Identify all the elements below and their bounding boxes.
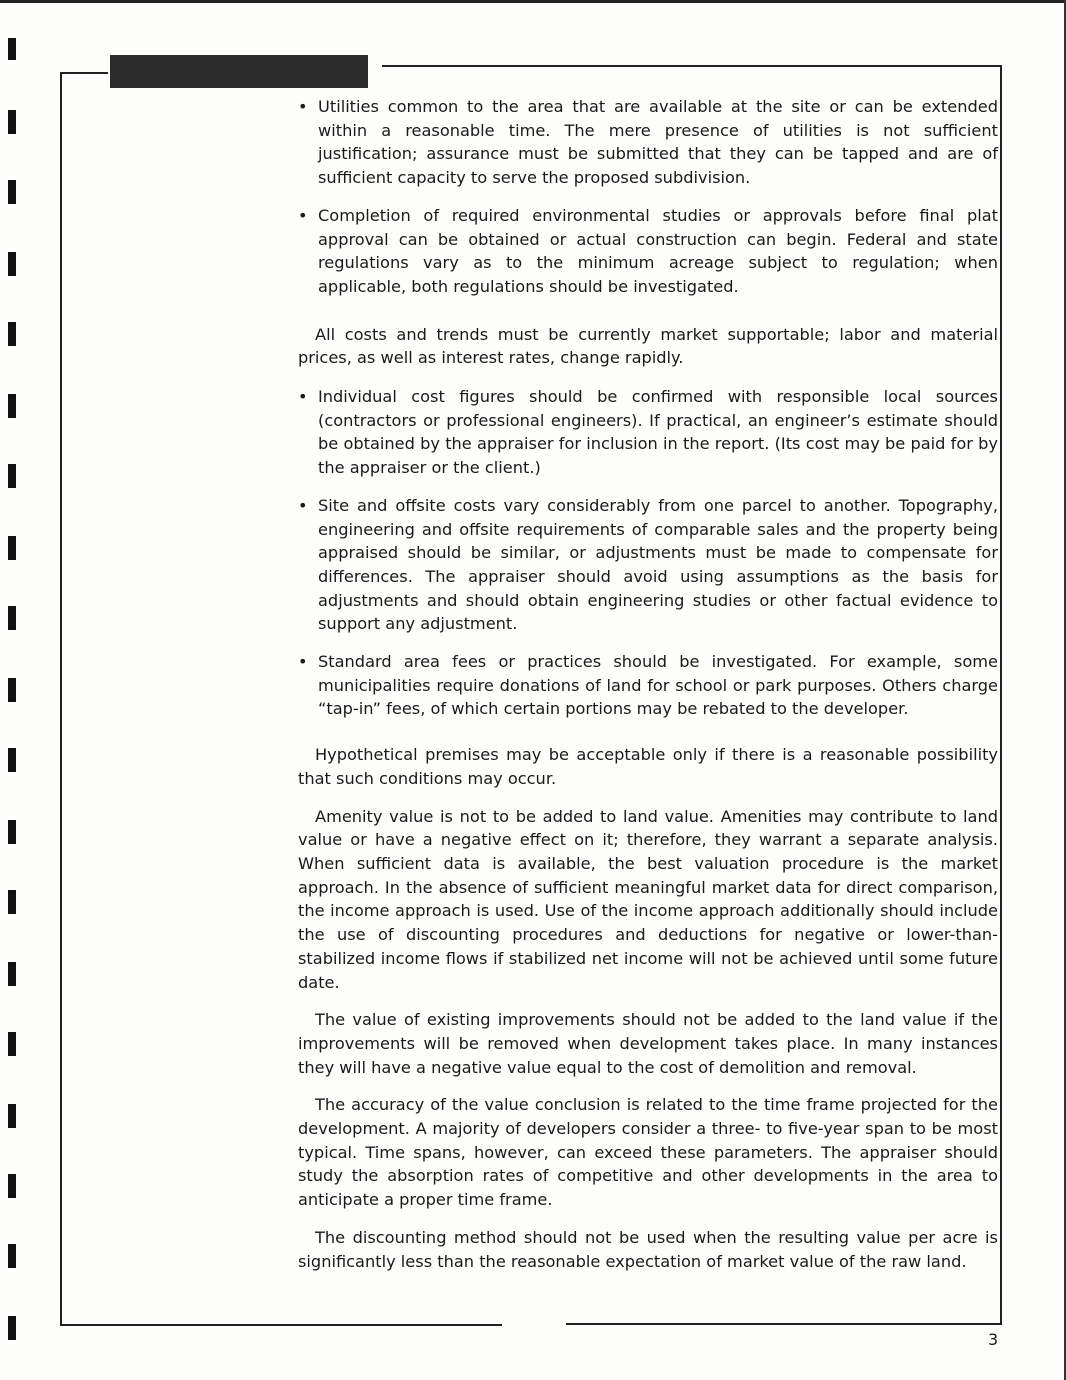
- paragraph-amenity-value: Amenity value is not to be added to land value. Amenities may contribute to land value or have a negative effect on it; therefore, they warrant a separate analysis. When sufficient data is available, the best valuation procedure is the market approach. In the absence of sufficient meaningful market data for direct comparison, the income approach is used. Use of the income approach additionally should include the use of discounting procedures and deductions for negative or lower-than-stabilized income flows if stabilized net income will not be achieved until some future date.: [298, 806, 998, 992]
- page-number: 3: [988, 1330, 999, 1349]
- binding-mark: [8, 536, 16, 560]
- frame-top-left-rule: [60, 72, 108, 74]
- bullet-cost-figures: • Individual cost figures should be confirmed with responsible local sources (contractors or professional engineers). If practical, an engineer’s estimate should be obtained by the appraiser for inclusion in the report. (Its cost may be paid for by the appraiser or the client.): [298, 385, 998, 480]
- binding-mark: [8, 180, 16, 204]
- binding-mark: [8, 322, 16, 346]
- binding-mark: [8, 110, 16, 134]
- paragraph-costs: All costs and trends must be currently market supportable; labor and material prices, as well as interest rates, change rapidly.: [298, 324, 998, 368]
- page-body: [298, 95, 998, 1273]
- frame-bottom-right-rule: [566, 1323, 1002, 1325]
- header-bar: [110, 55, 368, 88]
- binding-mark: [8, 1174, 16, 1198]
- frame-right-rule: [1000, 65, 1002, 1325]
- binding-mark: [8, 1316, 16, 1340]
- paragraph-time-frame: The accuracy of the value conclusion is related to the time frame projected for the development. A majority of developers consider a three- to five-year span to be most typical. Time spans, however, can exceed these parameters. The appraiser should study the absorption rates of competitive and other developments in the area to anticipate a proper time frame.: [298, 1095, 998, 1210]
- frame-top-right-rule: [382, 65, 1002, 67]
- binding-mark: [8, 606, 16, 630]
- bullet-site-offsite-costs: • Site and offsite costs vary considerably from one parcel to another. Topography, engineering and offsite requirements of comparable sales and the property being appraised should be similar, or adjustments must be made to compensate for differences. The appraiser should avoid using assumptions as the basis for adjustments and should obtain engineering studies or other factual evidence to support any adjustment.: [298, 494, 998, 636]
- frame-left-rule: [60, 72, 62, 1326]
- binding-mark: [8, 394, 16, 418]
- binding-mark: [8, 820, 16, 844]
- paragraph-hypothetical-premises: Hypothetical premises may be acceptable only if there is a reasonable possibility that such conditions may occur.: [298, 745, 998, 788]
- paragraph-discounting-method: The discounting method should not be used when the resulting value per acre is significantly less than the reasonable expectation of market value of the raw land.: [298, 1227, 998, 1271]
- binding-mark: [8, 1032, 16, 1056]
- binding-mark: [8, 38, 16, 60]
- bullet-area-fees: • Standard area fees or practices should be investigated. For example, some municipalities require donations of land for school or park purposes. Others charge “tap-in” fees, of which certain portions may be rebated to the developer.: [298, 650, 998, 721]
- binding-mark: [8, 464, 16, 488]
- binding-mark: [8, 678, 16, 702]
- frame-bottom-left-rule: [60, 1324, 502, 1326]
- binding-mark: [8, 1244, 16, 1268]
- binding-mark: [8, 252, 16, 276]
- binding-mark: [8, 748, 16, 772]
- binding-mark: [8, 890, 16, 914]
- page-top-rule: [0, 0, 1066, 3]
- bullet-utilities: • Utilities common to the area that are available at the site or can be extended within a reasonable time. The mere presence of utilities is not sufficient justification; assurance must be submitted that they can be tapped and are of sufficient capacity to serve the proposed subdivision.: [298, 95, 998, 190]
- paragraph-existing-improvements: The value of existing improvements should not be added to the land value if the improvements will be removed when development takes place. In many instances they will have a negative value equal to the cost of demolition and removal.: [298, 1010, 998, 1077]
- binding-mark: [8, 1104, 16, 1128]
- bullet-environmental-studies: • Completion of required environmental studies or approvals before final plat approval can be obtained or actual construction can begin. Federal and state regulations vary as to the minimum acreage subject to regulation; when applicable, both regulations should be investigated.: [298, 204, 998, 299]
- binding-mark: [8, 962, 16, 986]
